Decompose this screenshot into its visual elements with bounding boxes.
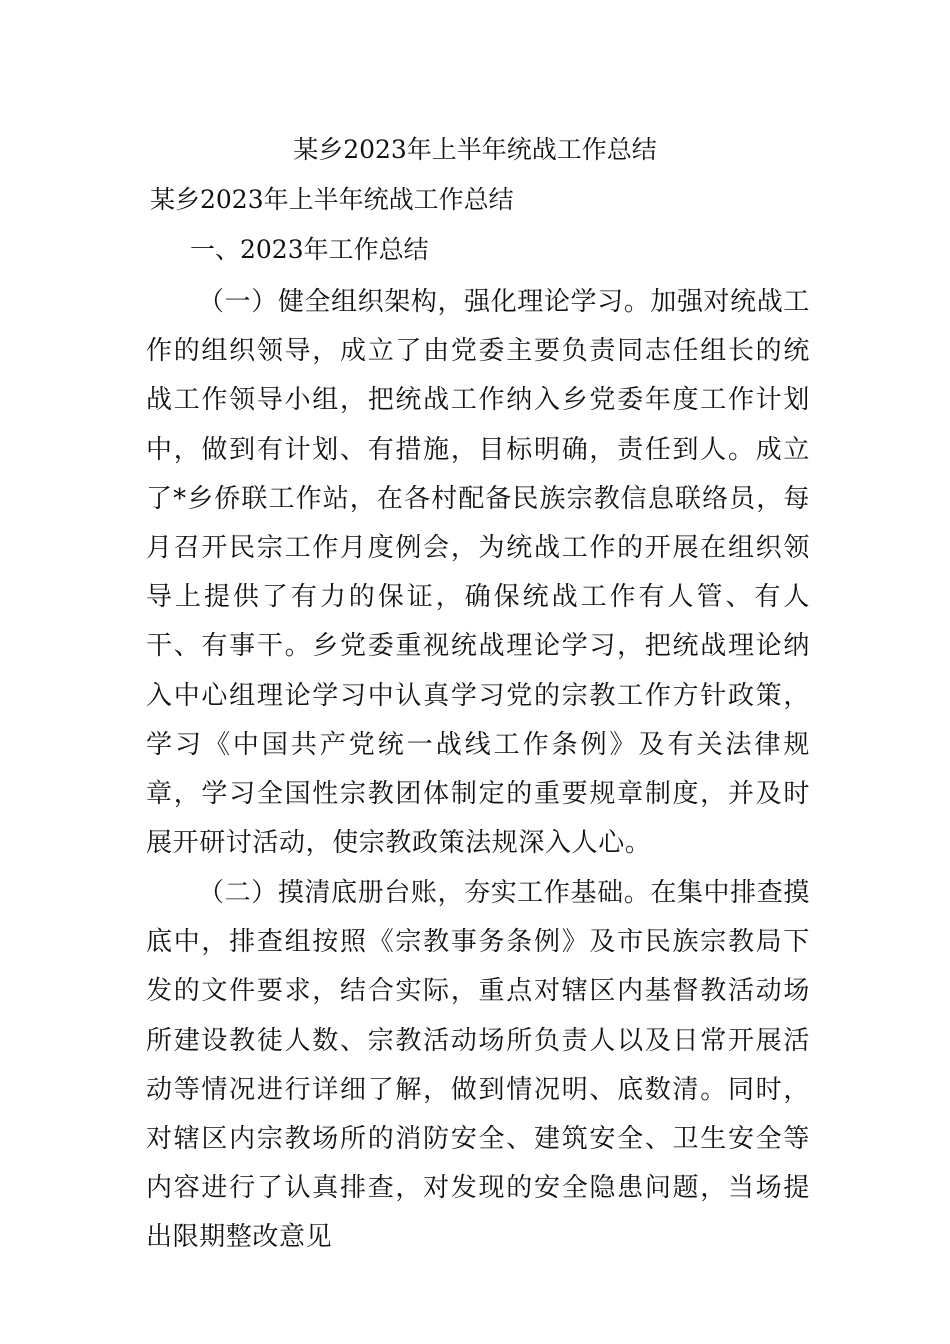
document-title: 某乡2023年上半年统战工作总结: [293, 135, 657, 164]
body-paragraph: （二）摸清底册台账，夯实工作基础。在集中排查摸底中，排查组按照《宗教事务条例》及市民族宗教局下发的文件要求，结合实际，重点对辖区内基督教活动场所建设教徒人数、宗教活动场所负责人以及日常开展活动等情况进行详细了解，做到情况明、底数清。同时，对辖区内宗教场所的消防安全、建筑安全、卫生安全等内容进行了认真排查，对发现的安全隐患问题，当场提出限期整改意见: [146, 878, 810, 1253]
body-paragraph: （一）健全组织架构，强化理论学习。加强对统战工作的组织领导，成立了由党委主要负责同志任组长的统战工作领导小组，把统战工作纳入乡党委年度工作计划中，做到有计划、有措施，目标明确，责任到人。成立了*乡侨联工作站，在各村配备民族宗教信息联络员，每月召开民宗工作月度例会，为统战工作的开展在组织领导上提供了有力的保证，确保统战工作有人管、有人干、有事干。乡党委重视统战理论学习，把统战理论纳入中心组理论学习中认真学习党的宗教工作方针政策，学习《中国共产党统一战线工作条例》及有关法律规章，学习全国性宗教团体制定的重要规章制度，并及时展开研讨活动，使宗教政策法规深入人心。: [146, 287, 810, 859]
document-subtitle: 某乡2023年上半年统战工作总结: [150, 185, 514, 214]
section-heading: 一、2023年工作总结: [190, 235, 429, 264]
